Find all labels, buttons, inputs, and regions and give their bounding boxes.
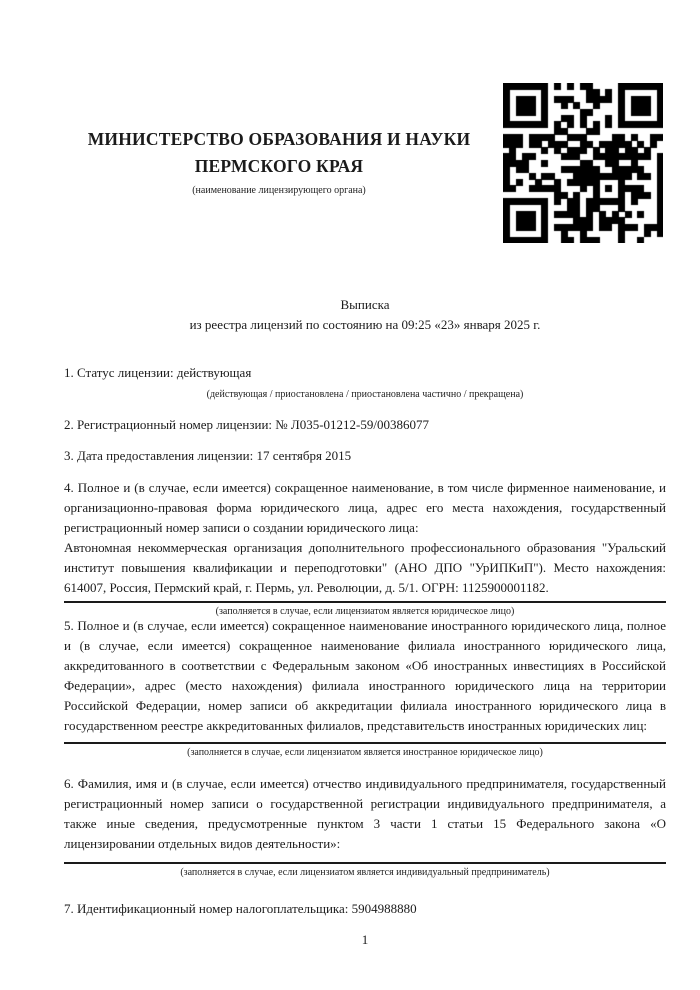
item-4-legal-entity — [64, 478, 666, 618]
taxpayer-id-text: 7. Идентификационный номер налогоплательщика: 5904988880 — [64, 901, 417, 916]
qr-code — [503, 83, 663, 243]
license-date-text: 3. Дата предоставления лицензии: 17 сентября 2015 — [64, 448, 352, 463]
ministry-name-line2: ПЕРМСКОГО КРАЯ — [194, 156, 364, 176]
document-title-line2: из реестра лицензий по состоянию на 09:25 «23» января 2025 г. — [189, 317, 541, 332]
fill-in-rule-foreign-entity — [64, 742, 666, 744]
fill-in-rule-legal-entity — [64, 601, 666, 603]
individual-entrepreneur-prompt: 6. Фамилия, имя и (в случае, если имеется) отчество индивидуального предпринимателя, государственный регистрационный номер записи о государственной регистрации индивидуального предпринимателя, а также иные сведения, предусмотренные пунктом 3 части 1 статьи 15 Федерального закона «О лицензировании отдельных видов деятельности»: — [64, 776, 666, 851]
individual-entrepreneur-caption: (заполняется в случае, если лицензиатом является индивидуальный предприниматель) — [180, 867, 550, 878]
fill-in-rule-individual-entrepreneur — [64, 862, 666, 864]
registration-number-text: 2. Регистрационный номер лицензии: № Л035-01212-59/00386077 — [64, 417, 430, 432]
item-1-license-status — [64, 363, 666, 401]
legal-entity-caption: (заполняется в случае, если лицензиатом является юридическое лицо) — [215, 606, 515, 617]
foreign-entity-caption: (заполняется в случае, если лицензиатом является иностранное юридическое лицо) — [187, 747, 543, 758]
page-number: 1 — [361, 932, 369, 947]
issuing-authority-header — [64, 126, 494, 197]
item-5-foreign-entity — [64, 616, 666, 759]
item-3-license-date — [64, 446, 666, 466]
item-7-taxpayer-id — [64, 899, 666, 919]
legal-entity-value: Автономная некоммерческая организация дополнительного профессионального образования "Уральский институт повышения квалификации и переподготовки" (АНО ДПО "УрИПКиП"). Место нахождения: 614007, Россия, Пермский край, г. Пермь, ул. Революции, д. 5/1. ОГРН: 1125900001182. — [64, 540, 666, 595]
ministry-name-line1: МИНИСТЕРСТВО ОБРАЗОВАНИЯ И НАУКИ — [87, 129, 471, 149]
legal-entity-prompt: 4. Полное и (в случае, если имеется) сокращенное наименование, в том числе фирменное наименование, и организационно-правовая форма юридического лица, адрес его места нахождения, государственный регистрационный номер записи о создании юридического лица: — [64, 480, 666, 535]
issuing-authority-caption: (наименование лицензирующего органа) — [192, 185, 366, 196]
license-status-text: 1. Статус лицензии: действующая — [64, 365, 252, 380]
document-title-line1: Выписка — [340, 297, 390, 312]
item-6-individual-entrepreneur — [64, 774, 666, 879]
license-status-caption: (действующая / приостановлена / приостановлена частично / прекращена) — [206, 389, 524, 400]
foreign-entity-prompt: 5. Полное и (в случае, если имеется) сокращенное наименование иностранного юридического лица, полное и (в случае, если имеется) сокращенное наименование филиала иностранного юридического лица, аккредитованного в соответствии с Федеральным законом «Об иностранных инвестициях в Российской Федерации», адрес (место нахождения) филиала иностранного юридического лица на территории Российской Федерации, номер записи об аккредитации филиала иностранного юридического лица в государственном реестре аккредитованных филиалов, представительств иностранных юридических лиц: — [64, 618, 666, 733]
item-2-registration-number — [64, 415, 666, 435]
document-title — [64, 295, 666, 335]
